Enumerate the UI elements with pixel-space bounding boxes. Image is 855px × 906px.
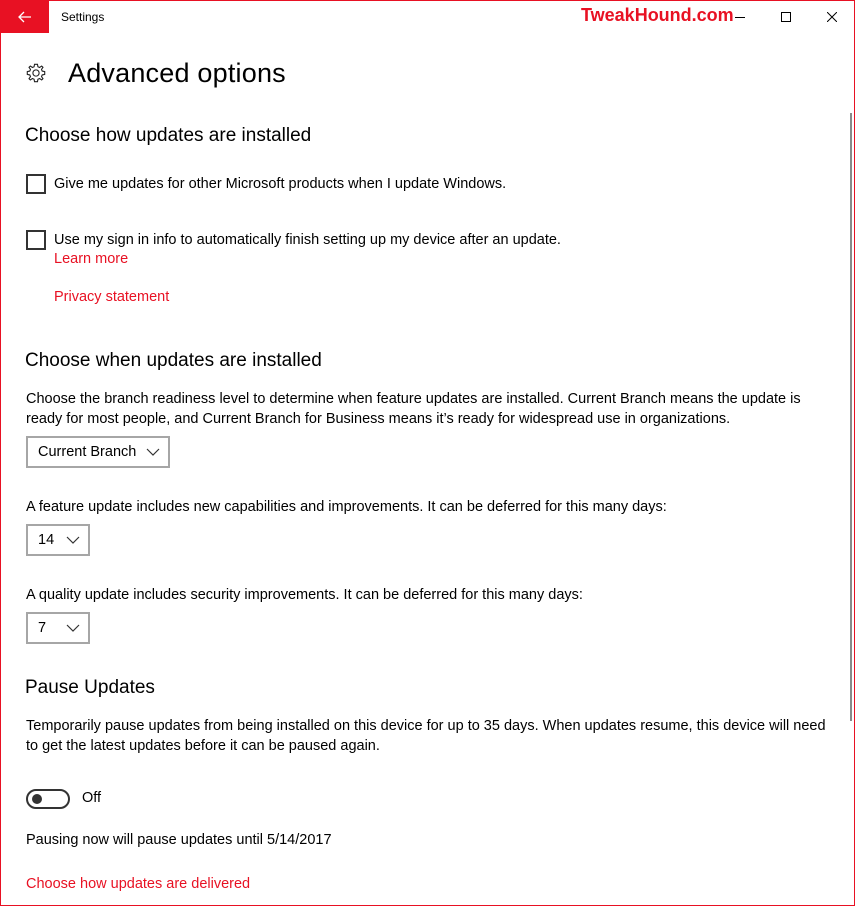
branch-dropdown-value: Current Branch — [38, 444, 137, 460]
sign-in-checkbox-row[interactable] — [26, 230, 561, 250]
app-title: Settings — [61, 10, 105, 24]
privacy-statement-link[interactable]: Privacy statement — [54, 289, 170, 305]
maximize-button[interactable] — [763, 1, 809, 33]
other-products-checkbox-row[interactable] — [26, 174, 506, 194]
quality-description: A quality update includes security improvements. It can be deferred for this many days: — [26, 587, 583, 603]
minimize-icon — [735, 12, 745, 22]
sign-in-checkbox[interactable] — [26, 230, 46, 250]
pause-description: Temporarily pause updates from being installed on this device for up to 35 days. When updates resume, this device will need to get the latest updates before it can be paused again. — [26, 718, 826, 754]
pause-until-text: Pausing now will pause updates until 5/14/2017 — [26, 832, 332, 848]
pause-updates-toggle[interactable] — [26, 789, 70, 809]
feature-description: A feature update includes new capabilities and improvements. It can be deferred for this many days: — [26, 499, 667, 515]
chevron-down-icon — [66, 535, 80, 545]
learn-more-link[interactable]: Learn more — [54, 251, 129, 267]
other-products-label[interactable]: Give me updates for other Microsoft products when I update Windows. — [54, 176, 507, 192]
watermark-text: TweakHound.com — [581, 5, 734, 25]
scrollbar[interactable] — [850, 113, 852, 721]
page-title: Advanced options — [68, 58, 286, 88]
back-button[interactable] — [1, 1, 49, 33]
gear-icon — [25, 62, 47, 84]
chevron-down-icon — [66, 623, 80, 633]
feature-days-value: 14 — [38, 532, 55, 548]
title-bar — [1, 1, 854, 33]
feature-days-dropdown[interactable] — [26, 524, 90, 556]
toggle-state-label: Off — [82, 790, 102, 806]
minimize-button[interactable] — [717, 1, 763, 33]
branch-dropdown[interactable] — [26, 436, 170, 468]
when-section-title: Choose when updates are installed — [25, 350, 322, 371]
chevron-down-icon — [146, 447, 160, 457]
sign-in-label[interactable]: Use my sign in info to automatically finish setting up my device after an update. — [54, 232, 561, 248]
close-button[interactable] — [809, 1, 855, 33]
toggle-knob — [32, 794, 42, 804]
install-section-title: Choose how updates are installed — [25, 125, 312, 146]
back-arrow-icon — [18, 11, 32, 23]
quality-days-value: 7 — [38, 620, 47, 636]
other-products-checkbox[interactable] — [26, 174, 46, 194]
pause-section-title: Pause Updates — [25, 677, 155, 698]
close-icon — [827, 12, 837, 22]
maximize-icon — [781, 12, 791, 22]
quality-days-dropdown[interactable] — [26, 612, 90, 644]
branch-description: Choose the branch readiness level to determine when feature updates are installed. Current Branch means the update is ready for most people, and Current Branch for Business means it’s ready for widespread use in organizations. — [26, 391, 801, 427]
delivery-options-link[interactable]: Choose how updates are delivered — [26, 876, 251, 892]
